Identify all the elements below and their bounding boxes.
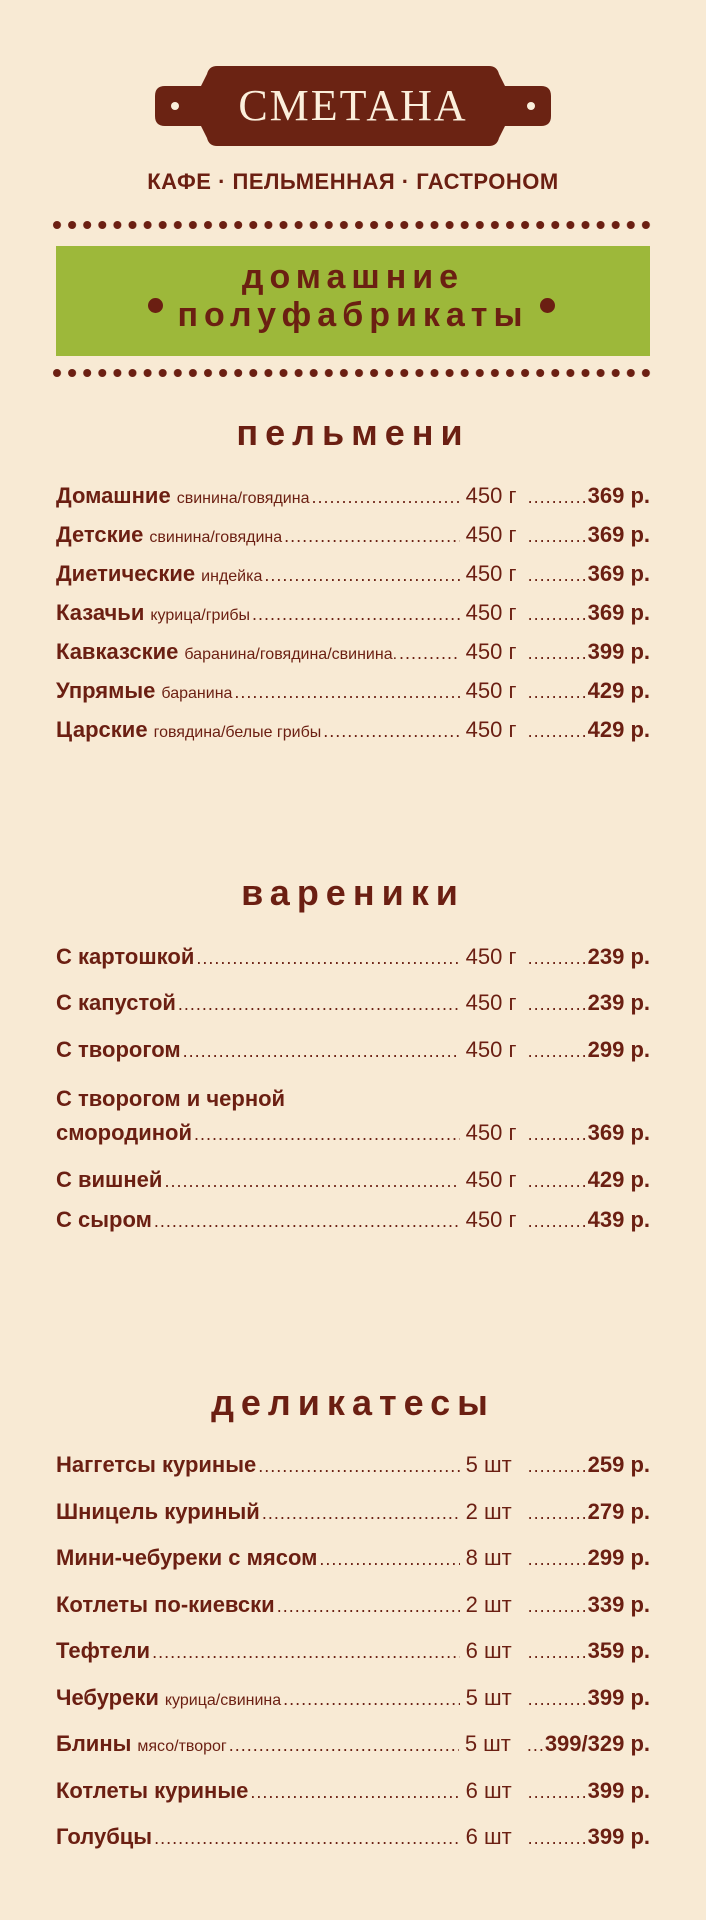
item-name: Чебуреки: [56, 1685, 159, 1710]
item-qty: 5 шт: [465, 1685, 512, 1710]
dot-leader: [528, 643, 588, 664]
item-price: 299 р.: [587, 1037, 650, 1062]
item-price: 399/329 р.: [544, 1731, 650, 1756]
item-qty: 450 г: [465, 1207, 517, 1232]
dot-leader: [528, 565, 588, 586]
item-qty: 450 г: [465, 1037, 517, 1062]
dot-leader: [528, 1211, 588, 1232]
menu-row: [56, 1545, 650, 1575]
dot-leader: [399, 643, 460, 664]
item-qty: 450 г: [465, 944, 517, 969]
dot-leader: [528, 604, 588, 625]
item-name: Котлеты куриные: [56, 1778, 249, 1803]
dot-leader: [264, 565, 459, 586]
dot-leader: [528, 1782, 588, 1803]
item-price: 369 р.: [587, 561, 650, 586]
dot-leader: [252, 604, 460, 625]
item-name: Блины: [56, 1731, 132, 1756]
item-name: С капустой: [56, 990, 176, 1015]
item-note: баранина/говядина/свинина.: [184, 646, 398, 663]
item-price: 299 р.: [587, 1545, 650, 1570]
item-name: Детские: [56, 522, 144, 547]
item-name-line-1: С творогом и черной: [56, 1086, 286, 1111]
section-title-vareniki: вареники: [241, 872, 465, 913]
menu-row: [56, 717, 650, 747]
menu-row: [56, 944, 650, 974]
item-price: 359 р.: [587, 1638, 650, 1663]
item-name: С вишней: [56, 1167, 163, 1192]
menu-row: [56, 1120, 650, 1150]
menu-row: [56, 990, 650, 1020]
item-price: 429 р.: [587, 678, 650, 703]
item-qty: 450 г: [465, 639, 517, 664]
menu-row: [56, 522, 650, 552]
dot-leader: [250, 1782, 459, 1803]
dot-leader: [528, 1642, 588, 1663]
dot-leader: [319, 1549, 459, 1570]
item-note: свинина/говядина: [149, 529, 283, 546]
dot-leader: [528, 1689, 588, 1710]
item-name: смородиной: [56, 1120, 192, 1145]
item-name: Тефтели: [56, 1638, 151, 1663]
item-name: Казачьи: [56, 600, 145, 625]
item-note: мясо/творог: [137, 1738, 227, 1755]
dot-leader: [528, 721, 588, 742]
menu-row: [56, 639, 650, 669]
item-name: Мини-чебуреки с мясом: [56, 1545, 318, 1570]
menu-row: [56, 1167, 650, 1197]
dot-leader: [528, 1503, 588, 1524]
menu-row: [56, 678, 650, 708]
dot-leader: [154, 1211, 460, 1232]
brand-name: СМЕТАНА: [238, 81, 468, 130]
dot-leader: [262, 1503, 460, 1524]
item-name: С картошкой: [56, 944, 195, 969]
dot-leader: [284, 526, 459, 547]
dot-leader: [528, 948, 588, 969]
dot-leader: [528, 1124, 588, 1145]
dot-leader: [528, 1456, 588, 1477]
item-name: Наггетсы куриные: [56, 1452, 257, 1477]
dot-leader: [154, 1828, 460, 1849]
item-price: 429 р.: [587, 717, 650, 742]
item-price: 239 р.: [587, 944, 650, 969]
item-note: говядина/белые грибы: [153, 724, 322, 741]
banner-bullet: [148, 298, 163, 313]
dot-leader: [277, 1596, 460, 1617]
menu-row: [56, 1685, 650, 1715]
item-qty: 450 г: [465, 522, 517, 547]
dot-leader: [234, 682, 459, 703]
item-price: 369 р.: [587, 1120, 650, 1145]
banner-line-2: полуфабрикаты: [177, 296, 529, 334]
item-price: 439 р.: [587, 1207, 650, 1232]
logo: [0, 60, 706, 160]
dot-leader: [178, 994, 460, 1015]
dot-leader: [528, 994, 588, 1015]
item-note: курица/грибы: [150, 607, 251, 624]
menu-row: [56, 1778, 650, 1808]
item-qty: 450 г: [465, 1120, 517, 1145]
menu-row: [56, 1824, 650, 1854]
item-note: свинина/говядина: [176, 490, 310, 507]
item-name: Котлеты по-киевски: [56, 1592, 275, 1617]
item-qty: 450 г: [465, 678, 517, 703]
item-qty: 6 шт: [465, 1638, 512, 1663]
item-price: 399 р.: [587, 639, 650, 664]
dot-leader: [528, 1041, 588, 1062]
item-price: 429 р.: [587, 1167, 650, 1192]
item-qty: 6 шт: [465, 1824, 512, 1849]
item-qty: 8 шт: [465, 1545, 512, 1570]
menu-row: [56, 561, 650, 591]
item-name: Шницель куриный: [56, 1499, 260, 1524]
dotted-divider: [52, 368, 656, 378]
dot-leader: [323, 721, 459, 742]
item-price: 259 р.: [587, 1452, 650, 1477]
item-qty: 450 г: [465, 990, 517, 1015]
tagline: КАФЕ · ПЕЛЬМЕННАЯ · ГАСТРОНОМ: [147, 169, 559, 194]
category-banner: [56, 246, 650, 356]
item-price: 399 р.: [587, 1778, 650, 1803]
dot-leader: [152, 1642, 460, 1663]
item-price: 279 р.: [587, 1499, 650, 1524]
dotted-divider: [52, 220, 656, 230]
dot-leader: [527, 1735, 545, 1756]
item-name: Упрямые: [56, 678, 156, 703]
menu-row: [56, 1592, 650, 1622]
item-qty: 450 г: [465, 1167, 517, 1192]
item-qty: 2 шт: [465, 1499, 512, 1524]
banner-line-1: домашние: [241, 258, 465, 296]
item-price: 369 р.: [587, 522, 650, 547]
dot-leader: [528, 487, 588, 508]
dot-leader: [283, 1689, 459, 1710]
item-price: 339 р.: [587, 1592, 650, 1617]
item-price: 399 р.: [587, 1824, 650, 1849]
dot-leader: [528, 1171, 588, 1192]
item-note: баранина: [161, 685, 233, 702]
dot-leader: [183, 1041, 460, 1062]
item-qty: 5 шт: [465, 1452, 512, 1477]
dot-leader: [528, 1596, 588, 1617]
item-price: 369 р.: [587, 483, 650, 508]
dot-leader: [194, 1124, 460, 1145]
item-note: индейка: [201, 568, 263, 585]
item-qty: 5 шт: [464, 1731, 511, 1756]
item-qty: 450 г: [465, 600, 517, 625]
item-price: 399 р.: [587, 1685, 650, 1710]
dot-leader: [528, 526, 588, 547]
section-title-delikatesy: деликатесы: [211, 1382, 495, 1423]
item-price: 239 р.: [587, 990, 650, 1015]
dot-leader: [164, 1171, 459, 1192]
item-name: Домашние: [56, 483, 171, 508]
item-name: С творогом: [56, 1037, 181, 1062]
item-qty: 450 г: [465, 483, 517, 508]
item-note: курица/свинина: [164, 1692, 282, 1709]
dot-leader: [311, 487, 459, 508]
item-qty: 450 г: [465, 717, 517, 742]
menu-row: [56, 483, 650, 513]
menu-row: [56, 1731, 650, 1761]
item-price: 369 р.: [587, 600, 650, 625]
menu-row: [56, 1638, 650, 1668]
banner-bullet: [540, 298, 555, 313]
dot-leader: [528, 1549, 588, 1570]
dot-leader: [258, 1456, 459, 1477]
item-name: Диетические: [56, 561, 196, 586]
item-name: Кавказские: [56, 639, 179, 664]
item-name: Голубцы: [56, 1824, 153, 1849]
item-qty: 6 шт: [465, 1778, 512, 1803]
item-qty: 450 г: [465, 561, 517, 586]
section-title-pelmeni: пельмени: [236, 412, 470, 453]
menu-row: [56, 1207, 650, 1237]
dot-leader: [528, 1828, 588, 1849]
item-name: Царские: [56, 717, 148, 742]
dot-leader: [196, 948, 459, 969]
dot-leader: [229, 1735, 459, 1756]
menu-row: [56, 1452, 650, 1482]
menu-row: [56, 1499, 650, 1529]
item-name: С сыром: [56, 1207, 152, 1232]
menu-row: [56, 600, 650, 630]
dot-leader: [528, 682, 588, 703]
menu-row: [56, 1037, 650, 1067]
item-qty: 2 шт: [465, 1592, 512, 1617]
